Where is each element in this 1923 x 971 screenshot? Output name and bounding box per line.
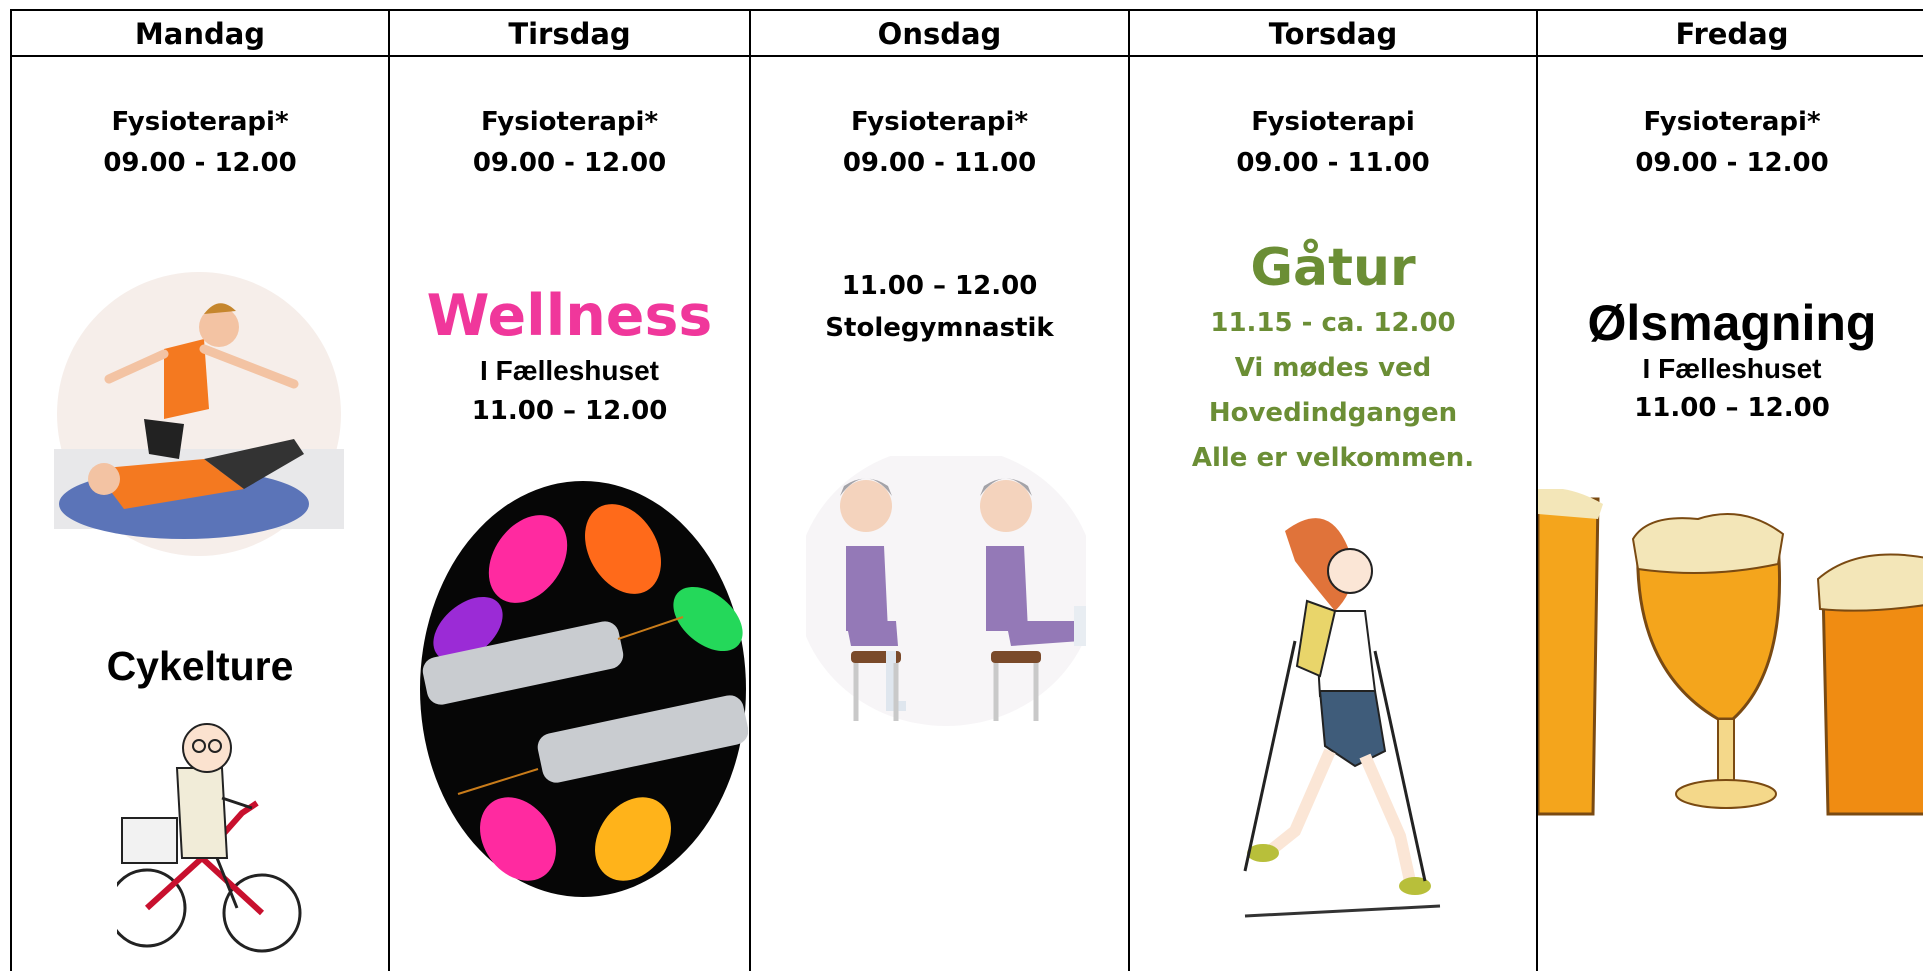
- physiotherapy-illustration: [54, 269, 344, 563]
- column-wednesday: [751, 11, 1130, 971]
- beer-glasses-illustration: [1538, 489, 1923, 833]
- thursday-activity-line2: Hovedindgangen: [1208, 398, 1458, 428]
- header-wednesday: Onsdag: [751, 11, 1128, 57]
- header-monday: Mandag: [12, 11, 388, 57]
- monday-activity-title: Cykelture: [106, 643, 294, 689]
- column-thursday: [1130, 11, 1538, 971]
- friday-session: Fysioterapi*: [1643, 107, 1821, 137]
- tuesday-activity-time: 11.00 – 12.00: [471, 396, 668, 426]
- wednesday-time: 09.00 - 11.00: [842, 148, 1037, 178]
- friday-activity-title: Ølsmagning: [1587, 295, 1877, 351]
- thursday-activity-time: 11.15 - ca. 12.00: [1210, 308, 1456, 338]
- wednesday-session: Fysioterapi*: [850, 107, 1029, 137]
- wednesday-activity-title: Stolegymnastik: [825, 313, 1054, 343]
- tuesday-time: 09.00 - 12.00: [472, 148, 667, 178]
- header-tuesday: Tirsdag: [390, 11, 749, 57]
- weekly-schedule: [10, 9, 1923, 971]
- thursday-time: 09.00 - 11.00: [1236, 148, 1430, 178]
- nordic-walking-illustration: [1225, 501, 1445, 935]
- thursday-activity-line1: Vi mødes ved: [1234, 353, 1432, 383]
- column-monday: [12, 11, 390, 971]
- friday-time: 09.00 - 12.00: [1635, 148, 1829, 178]
- thursday-activity-title: Gåtur: [1250, 238, 1416, 298]
- header-thursday: Torsdag: [1130, 11, 1536, 57]
- wednesday-activity-time: 11.00 – 12.00: [841, 271, 1038, 301]
- elderly-man-tricycle-illustration: [117, 708, 307, 967]
- column-tuesday: [390, 11, 751, 971]
- monday-session: Fysioterapi*: [111, 107, 289, 137]
- friday-activity-time: 11.00 – 12.00: [1634, 393, 1830, 423]
- friday-activity-place: I Fælleshuset: [1642, 353, 1822, 384]
- thursday-activity-line3: Alle er velkommen.: [1191, 443, 1475, 473]
- painted-nails-illustration: [418, 479, 748, 903]
- tuesday-session: Fysioterapi*: [480, 107, 659, 137]
- header-friday: Fredag: [1538, 11, 1923, 57]
- tuesday-activity-place: I Fælleshuset: [480, 355, 659, 386]
- monday-time: 09.00 - 12.00: [103, 148, 297, 178]
- column-friday: [1538, 11, 1923, 971]
- tuesday-activity-title: Wellness: [426, 283, 713, 349]
- thursday-session: Fysioterapi: [1251, 107, 1415, 137]
- chair-exercise-illustration: [806, 456, 1086, 740]
